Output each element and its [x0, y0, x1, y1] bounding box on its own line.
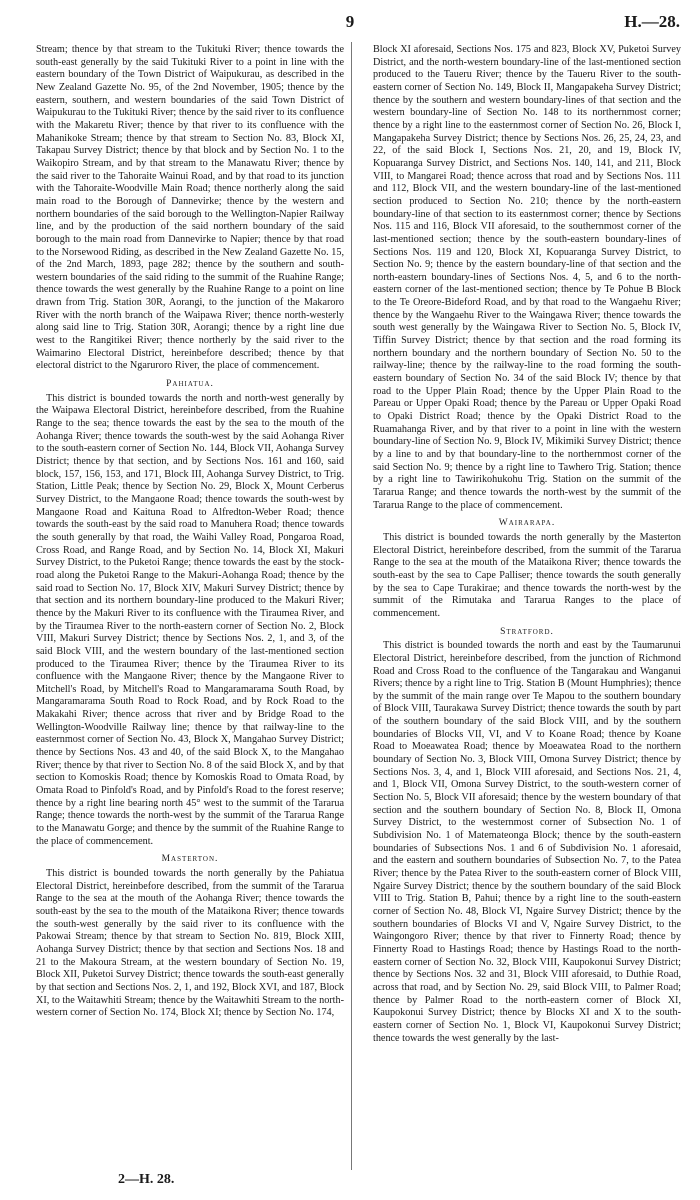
page-number: 9 — [345, 12, 355, 31]
heading-pahiatua: Pahiatua. — [166, 379, 214, 390]
signature-mark: 2—H. 28. — [118, 1172, 175, 1187]
paragraph-masterton: This district is bounded towards the north generally by the Pahiatua Electoral District, hereinbefore described, from the summit of the Tararua Range to the sea at the mouth of the Aohanga River; thence towards the south-east by the sea to the mouth of the Mataikona River; thence towards the south-west generally by the said river to its confluence with the Pakowai Stream; thence by that stream to Section No. 819, Block XIII, Aohanga Survey District; thence by that section and Sections Nos. 18 and 21 to the Makoura Stream, at the western boundary of Section No. 19, Block XII, Puketoi Survey District; thence towards the south-east generally by that section and Sections Nos. 2, 1, and 192, Block XVI, and 187, Block XI, to the Waitawhiti Stream; thence by the Waitawhiti Stream to the north-western corner of Section No. 174, Block XI; thence by Section No. 174, — [36, 868, 344, 1019]
right-column — [373, 44, 681, 1045]
heading-masterton: Masterton. — [161, 854, 219, 865]
paragraph-stratford: This district is bounded towards the north and east by the Taumarunui Electoral District, hereinbefore described, from the junction of Richmond Road and Cross Road to the confluence of the Tangarakau and Wanganui Rivers; thence by a right line to Trig. Station B (Mount Humphries); thence by the summit of the main range over Te Mapou to the southern boundary of Block VIII, Taurakawa Survey District; thence towards the south by part of the southern boundary of the said Block VIII, and by the southern boundaries of Blocks VII, VI, and V to Koane Road; thence by Koane Road to Moeawatea Road; thence by Moeawatea Road to the northern boundary of Section No. 3, Block VIII, Omona Survey District; thence by Sections Nos. 3, 4, and 1, Block VIII aforesaid, and Sections Nos. 21, 4, and 1, Block VII, Omona Survey District, to the south-western corner of Section No. 5, Block VII aforesaid; thence by the western boundary of that section and the southern boundary of Section No. 8, Block II, Omona Survey District, to the westernmost corner of Subsection No. 1 of Subdivision No. 1 of Matemateonga Block; thence by the south-eastern boundaries of Subsections Nos. 1 and 6 of Subdivision No. 1 aforesaid, and the eastern and southern boundaries of Subsection No. 7, to the Patea River; thence by the Patea River to the south-eastern corner of Block VIII, Ngaire Survey District; thence by the southern boundary of the said Block VIII to Trig. Station B, Pahui; thence by a right line to the south-eastern corner of Section No. 48, Block VI, Ngaire Survey District; thence by the southern boundaries of Blocks VI and V, Ngaire Survey District, to the Waingongoro River; thence by that river to Finnerty Road; thence by Finnerty Road to Hastings Road; thence by Hastings Road to the north-eastern corner of Section No. 32, Block VIII, Kaupokonui Survey District; thence by Sections Nos. 32 and 31, Block VIII aforesaid, to Duthie Road, across that road, and by Section No. 29, said Block VIII, to Palmer Road; thence by Palmer Road to the north-eastern corner of Block XI, Kaupokonui Survey District; thence by Blocks XI and X to the south-eastern corner of Section No. 1, Block VI, Kaupokonui Survey District; thence towards the west generally by the last- — [373, 640, 681, 1044]
column-divider — [351, 42, 352, 1170]
heading-stratford: Stratford. — [500, 626, 554, 637]
paragraph-waipawa-continued: Stream; thence by that stream to the Tukituki River; thence towards the south-east generally by the said Tukituki River to a point in line with the eastern boundary of the Town District of Waipukurau, as described in the New Zealand Gazette No. 95, of the 2nd November, 1905; thence by the eastern, southern, and western boundaries of the said Town District of Waipukurau to the Tukituki River; thence by the said river to its confluence with the Makaretu River; thence by that river to its confluence with the Mahanikoke Stream; thence by that stream to Section No. 83, Block XI, Takapau Survey District; thence by that block and by Section No. 1 to the Waikopiro Stream, and by that stream to the Manawatu River; thence by the said river to the Tahoraite Wainui Road, and by that road to its junction with the Tahoraite-Woodville Main Road; thence northerly along the said main road to the Borough of Dannevirke; thence by the western and northern boundaries of the said borough to the Wellington-Napier Railway line, and by the production of the said northern boundary of the said borough to the main road from Dannevirke to Napier; thence by that road to the Norsewood Riding, as described in the New Zealand Gazette No. 15, of the 2nd March, 1893, page 282; thence by the southern and south-western boundaries of the said riding to the summit of the Ruahine Range; thence towards the west generally by the Ruahine Range to a point on line drawn from Trig. Station 30R, Aorangi, to the junction of the Makaroro River with the north branch of the Waipawa River; thence north-westerly along said line to Trig. Station 30R, Aorangi; thence by a right line due west to the Rangitikei River; thence northerly by the said river to the Waimarino Electoral District, hereinbefore described; thence by that electoral district to the Ngaruroro River, the place of commencement. — [36, 44, 344, 372]
heading-wairarapa: Wairarapa. — [498, 518, 556, 529]
paragraph-pahiatua: This district is bounded towards the north and north-west generally by the Waipawa Electoral District, hereinbefore described, from the Ruahine Range to the sea; thence towards the east by the sea to the mouth of the Aohanga River; thence towards the south-west by the said Aohanga River to the south-eastern corner of Section No. 144, Block VII, Aohanga Survey District; thence by that section, and by Sections Nos. 161 and 160, said block, 157, 156, 153, and 171, Block III, Aohanga Survey District, to Trig. Station, Little Peak; thence by Section No. 29, Block X, Mount Cerberus Survey District, to the Mangaone Road; thence towards the south-west by Mangaone Road and Kaituna Road to Alfredton-Weber Road; thence towards the south-east by the said road to Manuhera Road; thence towards the south generally by that road, the Waihi Valley Road, Pongaroa Road, Cross Road, and Range Road, and by Section No. 14, Block XI, Makuri Survey District, to the Puketoi Range; thence towards the east by the stock-road along the Puketoi Range to the Makuri-Aohanga Road; thence by the said road to Section No. 17, Block XIV, Makuri Survey District; thence by that section and its northern boundary-line produced to the Makuri River; thence by the Makuri River to its confluence with the Tiraumea River, and by the Tiraumea River to the north-eastern corner of Section No. 2, Block VIII, Makuri Survey District; thence by Sections Nos. 2, 1, and 3, of the said Block VIII, and the western boundary of the last-mentioned section produced to the Tiraumea River; thence by the Tiraumea River to its confluence with the Mangaone River; thence by the Mangaone River to Mitchell's Road, by Mitchell's Road to Mangaramarama South Road, by Mangaramarama South Road to Rock Road, and by Rock Road to the Makakahi River; thence across that river and by Bridge Road to the Wellington-Woodville Railway line; thence by that railway-line to the easternmost corner of Section No. 43, Block X, Mangahao Survey District; thence by Sections Nos. 43 and 40, of the said Block X, to the Mangahao River; thence by that river to Section No. 8 of the said Block X, and by that section to Komoskis Road; thence by Komoskis Road to Omata Road, by Omata Road to Pinfold's Road, and by Pinfold's Road to the forest reserve; thence by a right line bearing north 45° west to the summit of the Tararua Range; thence towards the north-west by the summit of the Tararua Range to the Manawatu Gorge; and thence by the summit of the Ruahine Range to the place of commencement. — [36, 392, 344, 847]
paragraph-masterton-continued: Block XI aforesaid, Sections Nos. 175 and 823, Block XV, Puketoi Survey District, and the north-western boundary-line of the last-mentioned section produced to the Taueru River; thence by the Taueru River to the south-eastern corner of Section No. 149, Block II, Mangapakeha Survey District; thence by the southern and western boundary-lines of that section and the western boundary-line of Section No. 148 to its northernmost corner; thence by a right line to the easternmost corner of Section No. 26, Block I, Mangapakeha Survey District; thence by Sections Nos. 26, 25, 24, 23, and 22, of the said Block I, Sections Nos. 21, 20, and 19, Block IV, Kopuaranga Survey District, and Sections Nos. 140, 141, and 211, Block VIII, to Mangarei Road; thence across that road and by Sections Nos. 111 and 112, Block VII, and the western boundary-line of the last-mentioned section produced to Section No. 210; thence by the north-eastern boundary-line of that section to its easternmost corner; thence by Sections Nos. 115 and 116, Block VII aforesaid, to the southernmost corner of the last-mentioned section; thence by the south-eastern boundary-lines of Sections Nos. 119 and 120, Block XI, Kopuaranga Survey District, to Section No. 9; thence by the eastern boundary-line of that section and the north-eastern boundary-lines of Sections Nos. 4, 5, and 6 to the north-eastern corner of the last-mentioned section; thence by Te Pohue B Block to the Te Oreore-Bideford Road, and by that road to the Wangaehu River; thence by the Wangaehu River to the Waingawa River; thence towards the south west generally by the Waingawa River to Section No. 5, Block IV, Tiffin Survey District; thence by that section and the road forming its northern boundary and the northern boundary of Section No. 50 to the railway-line; thence by the railway-line to the road forming the south-eastern boundary of Section No. 34 of the said Block IV; thence by that road to the Upper Plain Road; thence by the Upper Plain Road to the Pareau or Upper Opaki Road; thence by the Pareau or Upper Opaki Road to Opaki District Road; thence by the Opaki District Road to the Ruamahanga River, and by that river to a point in line with the western boundary-line of Section No. 9, Block IV, Mikimiki Survey District; thence by a line to and by that boundary-line to the northernmost corner of the said Section No. 9; thence by a right line to Tawhero Trig. Station; thence by a right line to Tawirikohukohu Trig. Station on the summit of the Tararua Range; and thence towards the north-west by the summit of the Tararua Range to the place of commencement. — [373, 44, 681, 511]
left-column — [36, 44, 344, 1020]
paragraph-wairarapa: This district is bounded towards the north generally by the Masterton Electoral District, hereinbefore described, from the summit of the Tararua Range to the sea at the mouth of the Mataikona River; thence towards the south-east by the sea to Cape Palliser; thence towards the south generally by the sea to Cape Turakirae; and thence towards the north-west by the summit of the Rimutaka and Tararua Ranges to the place of commencement. — [373, 531, 681, 619]
document-reference: H.—28. — [624, 12, 680, 31]
